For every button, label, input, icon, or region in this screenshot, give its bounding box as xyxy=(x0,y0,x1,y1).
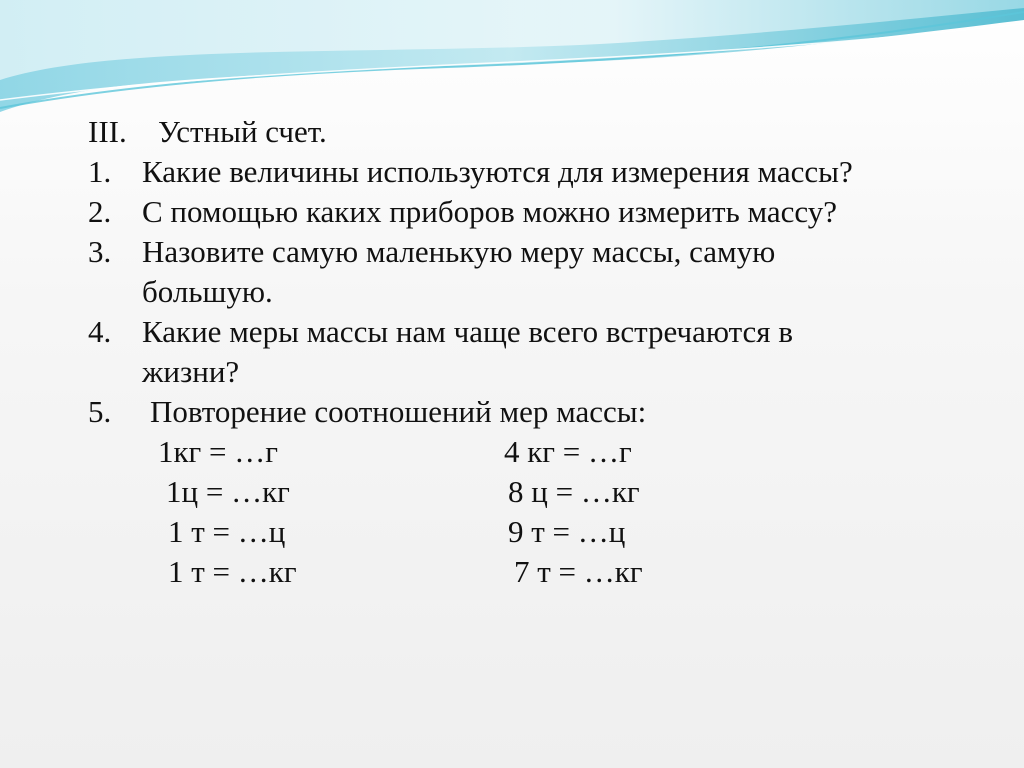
list-item-continuation xyxy=(88,272,968,312)
item-number: 4. xyxy=(88,314,112,349)
equation-left: 1 т = …ц xyxy=(168,514,286,549)
equation-right: 8 ц = …кг xyxy=(508,474,640,509)
equation-right: 9 т = …ц xyxy=(508,514,626,549)
list-item xyxy=(88,392,968,432)
equation-right: 4 кг = …г xyxy=(504,434,632,469)
item-number: III. xyxy=(88,114,127,149)
item-text: С помощью каких приборов можно измерить массу? xyxy=(142,194,837,229)
equation-row xyxy=(88,552,968,592)
equation-right: 7 т = …кг xyxy=(514,554,643,589)
list-item xyxy=(88,232,968,272)
equation-left: 1ц = …кг xyxy=(166,474,290,509)
item-number: 2. xyxy=(88,194,112,229)
header-wave-decoration xyxy=(0,0,1024,120)
item-number: 3. xyxy=(88,234,112,269)
list-item xyxy=(88,152,968,192)
item-text: большую. xyxy=(142,274,273,309)
list-item-continuation xyxy=(88,352,968,392)
item-text: Назовите самую маленькую меру массы, самую xyxy=(142,234,776,269)
slide-content xyxy=(88,112,968,592)
list-item xyxy=(88,192,968,232)
item-number: 1. xyxy=(88,154,112,189)
equation-row xyxy=(88,432,968,472)
section-heading: Устный счет. xyxy=(158,114,327,149)
list-item xyxy=(88,112,968,152)
equation-left: 1кг = …г xyxy=(158,434,278,469)
item-text: Повторение соотношений мер массы: xyxy=(150,394,647,429)
item-text: жизни? xyxy=(142,354,240,389)
equation-left: 1 т = …кг xyxy=(168,554,297,589)
item-text: Какие меры массы нам чаще всего встречаются в xyxy=(142,314,793,349)
item-number: 5. xyxy=(88,394,112,429)
list-item xyxy=(88,312,968,352)
item-text: Какие величины используются для измерения массы? xyxy=(142,154,853,189)
equation-row xyxy=(88,472,968,512)
equation-row xyxy=(88,512,968,552)
